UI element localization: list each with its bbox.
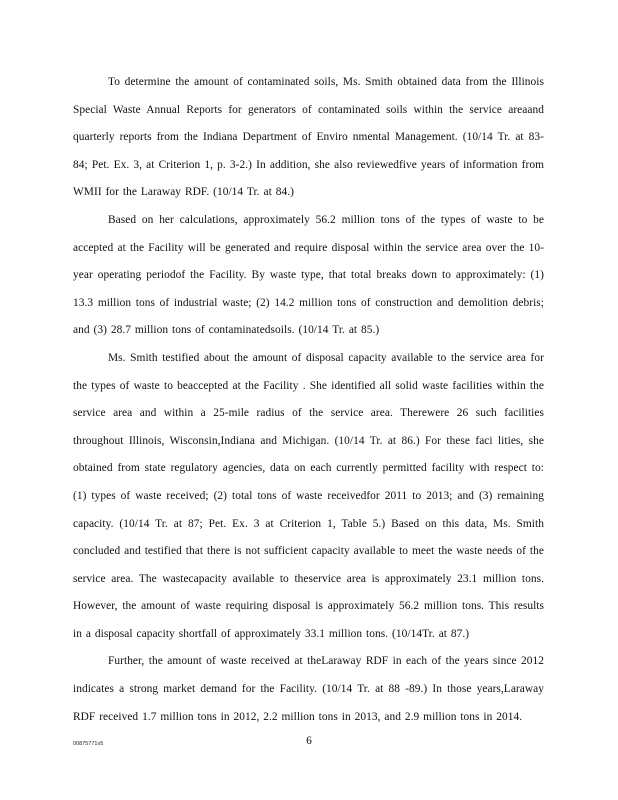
body-text: [73, 69, 544, 731]
paragraph-contaminated-soils-data: To determine the amount of contaminated soils, Ms. Smith obtained data from the Illinois Special Waste Annual Reports for generators of contaminated soils within the service areaand quarterly reports from the Indiana Department of Enviro nmental Management. (10/14 Tr. at 83-84; Pet. Ex. 3, at Criterion 1, p. 3-2.) In addition, she also reviewedfive years of information from WMII for the Laraway RDF. (10/14 Tr. at 84.): [73, 76, 544, 199]
page-number: 6: [306, 735, 312, 747]
document-id: 00875771v5: [73, 741, 104, 747]
paragraph-waste-calculations: Based on her calculations, approximately 56.2 million tons of the types of waste to be accepted at the Facility will be generated and require disposal within the service area over the 10-year operating periodof the Facility. By waste type, that total breaks down to approximately: (1) 13.3 million tons of industrial waste; (2) 14.2 million tons of construction and demolition debris; and (3) 28.7 million tons of contaminatedsoils. (10/14 Tr. at 85.): [73, 213, 544, 337]
paragraph-disposal-capacity: Ms. Smith testified about the amount of disposal capacity available to the service area for the types of waste to beaccepted at the Facility . She identified all solid waste facilities within the service area and within a 25-mile radius of the service area. Therewere 26 such facilities throughout Illinois, Wisconsin,Indiana and Michigan. (10/14 Tr. at 86.) For these faci lities, she obtained from state regulatory agencies, data on each currently permitted facility with respect to: (1) types of waste received; (2) total tons of waste receivedfor 2011 to 2013; and (3) remaining capacity. (10/14 Tr. at 87; Pet. Ex. 3 at Criterion 1, Table 5.) Based on this data, Ms. Smith concluded and testified that there is not sufficient capacity available to meet the waste needs of the service area. The wastecapacity available to theservice area is approximately 23.1 million tons. However, the amount of waste requiring disposal is approximately 56.2 million tons. This results in a disposal capacity shortfall of approximately 33.1 million tons. (10/14Tr. at 87.): [73, 351, 544, 640]
paragraph-market-demand: Further, the amount of waste received at theLaraway RDF in each of the years since 2012 indicates a strong market demand for the Facility. (10/14 Tr. at 88 -89.) In those years,Laraway RDF received 1.7 million tons in 2012, 2.2 million tons in 2013, and 2.9 million tons in 2014.: [73, 655, 544, 723]
